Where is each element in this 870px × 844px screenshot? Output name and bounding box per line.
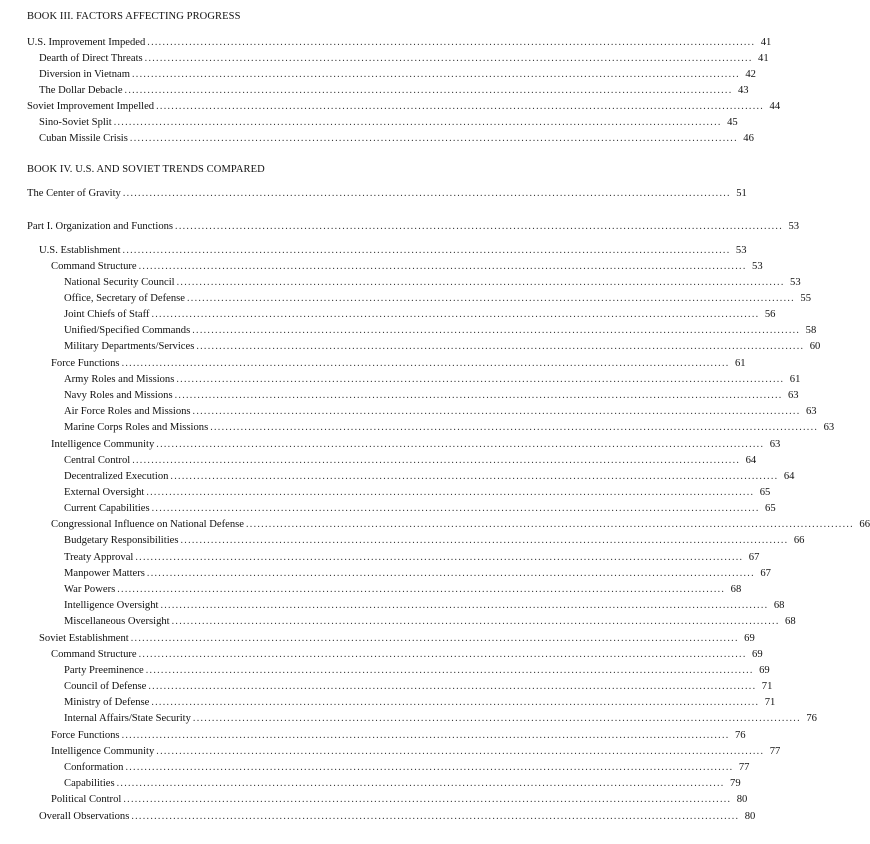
- toc-entry[interactable]: [51, 438, 781, 452]
- dot-leader: ................................................................................................................................................................: [129, 133, 738, 144]
- dot-leader: ................................................................................................................................................................: [125, 762, 734, 773]
- toc-entry-page-number: 51: [736, 188, 747, 199]
- toc-entry-page-number: 67: [760, 568, 771, 579]
- toc-entry[interactable]: [39, 52, 769, 66]
- toc-entry[interactable]: [64, 389, 799, 403]
- toc-entry[interactable]: [39, 132, 754, 146]
- toc-entry[interactable]: [64, 664, 770, 678]
- toc-entry-title: Central Control: [64, 455, 131, 466]
- toc-entry-page-number: 63: [788, 390, 799, 401]
- toc-entry[interactable]: [64, 551, 760, 565]
- dot-leader: ................................................................................................................................................................: [148, 681, 757, 692]
- dot-leader: ................................................................................................................................................................: [135, 552, 744, 563]
- toc-entry-title: Unified/Specified Commands: [64, 325, 191, 336]
- dot-leader: ................................................................................................................................................................: [156, 439, 765, 450]
- toc-entry-title: War Powers: [64, 584, 116, 595]
- toc-entry-page-number: 68: [730, 584, 742, 595]
- toc-entry-title: Budgetary Responsibilities: [64, 535, 179, 546]
- toc-entry-title: Joint Chiefs of Staff: [64, 309, 150, 320]
- toc-entry-page-number: 53: [788, 221, 800, 232]
- toc-entry-title: Capabilities: [64, 778, 115, 789]
- toc-entry-title: Force Functions: [51, 358, 120, 369]
- toc-entry[interactable]: [27, 36, 772, 50]
- toc-entry-title: The Dollar Debacle: [39, 85, 123, 96]
- toc-entry-title: Soviet Establishment: [39, 633, 129, 644]
- toc-entry[interactable]: [64, 696, 776, 710]
- toc-entry[interactable]: [51, 648, 763, 662]
- toc-entry-title: Navy Roles and Missions: [64, 390, 173, 401]
- toc-entry[interactable]: [39, 68, 756, 82]
- toc-entry[interactable]: [39, 84, 749, 98]
- toc-entry-page-number: 68: [773, 600, 785, 611]
- toc-entry[interactable]: [39, 116, 738, 130]
- dot-leader: ................................................................................................................................................................: [176, 277, 785, 288]
- book-4-heading: BOOK IV. U.S. AND SOVIET TRENDS COMPARED: [27, 164, 265, 175]
- toc-entry-title: Political Control: [51, 794, 122, 805]
- toc-entry-title: Soviet Improvement Impelled: [27, 101, 155, 112]
- toc-entry-title: Cuban Missile Crisis: [39, 133, 128, 144]
- toc-entry-page-number: 76: [806, 713, 817, 724]
- toc-entry-page-number: 45: [727, 117, 738, 128]
- dot-leader: ................................................................................................................................................................: [160, 600, 769, 611]
- toc-entry-page-number: 42: [745, 69, 756, 80]
- dot-leader: ................................................................................................................................................................: [131, 69, 740, 80]
- toc-entry-page-number: 76: [734, 730, 746, 741]
- toc-entry-page-number: 77: [769, 746, 781, 757]
- dot-leader: ................................................................................................................................................................: [186, 293, 795, 304]
- dot-leader: ................................................................................................................................................................: [122, 245, 731, 256]
- dot-leader: ................................................................................................................................................................: [123, 794, 732, 805]
- toc-entry-page-number: 77: [738, 762, 750, 773]
- toc-entry[interactable]: [51, 357, 746, 371]
- dot-leader: ................................................................................................................................................................: [146, 568, 755, 579]
- toc-entry[interactable]: [64, 324, 817, 338]
- toc-entry-page-number: 41: [758, 53, 769, 64]
- toc-entry-title: Intelligence Community: [51, 746, 155, 757]
- dot-leader: ................................................................................................................................................................: [156, 746, 765, 757]
- dot-leader: ................................................................................................................................................................: [196, 341, 805, 352]
- toc-entry-title: Intelligence Community: [51, 439, 155, 450]
- toc-entry-page-number: 66: [859, 519, 870, 530]
- toc-entry[interactable]: [64, 680, 773, 694]
- toc-entry[interactable]: [51, 793, 748, 807]
- dot-leader: ................................................................................................................................................................: [121, 358, 730, 369]
- dot-leader: ................................................................................................................................................................: [116, 778, 725, 789]
- toc-entry-page-number: 53: [790, 277, 801, 288]
- dot-leader: ................................................................................................................................................................: [192, 325, 801, 336]
- toc-entry[interactable]: [64, 583, 742, 597]
- toc-entry-page-number: 66: [793, 535, 805, 546]
- toc-entry[interactable]: [64, 761, 750, 775]
- toc-entry-title: Army Roles and Missions: [64, 374, 175, 385]
- toc-entry-title: Ministry of Defense: [64, 697, 150, 708]
- toc-entry-page-number: 65: [759, 487, 771, 498]
- toc-entry-title: External Oversight: [64, 487, 145, 498]
- dot-leader: ................................................................................................................................................................: [192, 713, 801, 724]
- toc-entry[interactable]: [64, 276, 801, 290]
- toc-entry-page-number: 64: [745, 455, 757, 466]
- toc-entry-title: Intelligence Oversight: [64, 600, 159, 611]
- toc-entry-title: Miscellaneous Oversight: [64, 616, 170, 627]
- toc-entry[interactable]: [51, 518, 870, 532]
- toc-entry-page-number: 71: [764, 697, 776, 708]
- toc-entry[interactable]: [64, 534, 805, 548]
- toc-entry-title: Internal Affairs/State Security: [64, 713, 191, 724]
- dot-leader: ................................................................................................................................................................: [192, 406, 801, 417]
- toc-entry-title: Sino-Soviet Split: [39, 117, 112, 128]
- toc-entry-page-number: 44: [769, 101, 781, 112]
- toc-entry-page-number: 67: [748, 552, 760, 563]
- dot-leader: ................................................................................................................................................................: [151, 697, 760, 708]
- toc-entry-title: Congressional Influence on National Defense: [51, 519, 244, 530]
- dot-leader: ................................................................................................................................................................: [210, 422, 819, 433]
- toc-entry-title: Decentralized Execution: [64, 471, 169, 482]
- toc-entry-title: Air Force Roles and Missions: [64, 406, 191, 417]
- toc-entry-title: Office, Secretary of Defense: [64, 293, 185, 304]
- dot-leader: ................................................................................................................................................................: [131, 811, 740, 822]
- toc-entry-page-number: 46: [743, 133, 754, 144]
- toc-entry-title: Overall Observations: [39, 811, 130, 822]
- dot-leader: ................................................................................................................................................................: [138, 261, 747, 272]
- book-3-heading: BOOK III. FACTORS AFFECTING PROGRESS: [27, 11, 241, 22]
- toc-entry-title: U.S. Improvement Impeded: [27, 37, 146, 48]
- dot-leader: ................................................................................................................................................................: [145, 665, 754, 676]
- dot-leader: ................................................................................................................................................................: [156, 101, 765, 112]
- toc-entry[interactable]: [64, 502, 776, 516]
- toc-entry-page-number: 60: [809, 341, 821, 352]
- toc-entry[interactable]: [64, 421, 835, 435]
- dot-leader: ................................................................................................................................................................: [124, 85, 733, 96]
- toc-entry-title: Conformation: [64, 762, 124, 773]
- dot-leader: ................................................................................................................................................................: [245, 519, 854, 530]
- dot-leader: ................................................................................................................................................................: [151, 503, 760, 514]
- toc-entry[interactable]: [64, 292, 811, 306]
- toc-entry-page-number: 53: [735, 245, 747, 256]
- dot-leader: ................................................................................................................................................................: [174, 390, 783, 401]
- toc-entry-title: Diversion in Vietnam: [39, 69, 130, 80]
- toc-entry-page-number: 61: [789, 374, 801, 385]
- toc-entry-page-number: 43: [737, 85, 749, 96]
- toc-entry-page-number: 65: [765, 503, 776, 514]
- toc-entry-title: Command Structure: [51, 649, 137, 660]
- toc-entry-title: Current Capabilities: [64, 503, 150, 514]
- dot-leader: ................................................................................................................................................................: [170, 471, 779, 482]
- toc-entry[interactable]: [64, 712, 817, 726]
- toc-entry[interactable]: [39, 632, 755, 646]
- toc-entry[interactable]: [64, 373, 801, 387]
- toc-entry-page-number: 61: [734, 358, 746, 369]
- dot-leader: ................................................................................................................................................................: [176, 374, 785, 385]
- toc-entry-title: Military Departments/Services: [64, 341, 195, 352]
- toc-entry-page-number: 79: [730, 778, 741, 789]
- toc-entry[interactable]: [64, 599, 785, 613]
- dot-leader: ................................................................................................................................................................: [171, 616, 780, 627]
- toc-entry-title: Command Structure: [51, 261, 137, 272]
- toc-entry-page-number: 56: [764, 309, 776, 320]
- toc-entry[interactable]: [51, 260, 763, 274]
- toc-entry-page-number: 69: [752, 649, 763, 660]
- toc-entry[interactable]: [64, 308, 776, 322]
- toc-entry-title: Party Preeminence: [64, 665, 144, 676]
- dot-leader: ................................................................................................................................................................: [132, 455, 741, 466]
- toc-entry-page-number: 63: [823, 422, 835, 433]
- toc-entry[interactable]: [64, 405, 817, 419]
- toc-entry-page-number: 55: [800, 293, 811, 304]
- toc-entry[interactable]: [64, 470, 795, 484]
- dot-leader: ................................................................................................................................................................: [117, 584, 726, 595]
- dot-leader: ................................................................................................................................................................: [113, 117, 722, 128]
- dot-leader: ................................................................................................................................................................: [147, 37, 756, 48]
- toc-entry-title: Treaty Approval: [64, 552, 134, 563]
- toc-entry-page-number: 41: [760, 37, 772, 48]
- dot-leader: ................................................................................................................................................................: [122, 188, 731, 199]
- dot-leader: ................................................................................................................................................................: [121, 730, 730, 741]
- toc-entry-title: Council of Defense: [64, 681, 147, 692]
- toc-entry-page-number: 63: [805, 406, 817, 417]
- toc-entry[interactable]: [27, 220, 800, 234]
- dot-leader: ................................................................................................................................................................: [175, 221, 784, 232]
- toc-entry-title: Force Functions: [51, 730, 120, 741]
- toc-entry-page-number: 69: [759, 665, 770, 676]
- toc-entry-page-number: 63: [769, 439, 781, 450]
- toc-entry-title: Marine Corps Roles and Missions: [64, 422, 209, 433]
- dot-leader: ................................................................................................................................................................: [180, 535, 789, 546]
- toc-entry-title: Part I. Organization and Functions: [27, 221, 174, 232]
- toc-entry[interactable]: [64, 486, 771, 500]
- toc-entry-page-number: 80: [744, 811, 756, 822]
- toc-entry-page-number: 68: [785, 616, 796, 627]
- toc-entry-title: Dearth of Direct Threats: [39, 53, 143, 64]
- dot-leader: ................................................................................................................................................................: [146, 487, 755, 498]
- toc-entry[interactable]: [51, 745, 781, 759]
- dot-leader: ................................................................................................................................................................: [151, 309, 760, 320]
- toc-entry[interactable]: [39, 244, 747, 258]
- toc-entry-title: U.S. Establishment: [39, 245, 121, 256]
- toc-entry-page-number: 58: [805, 325, 817, 336]
- toc-entry-title: The Center of Gravity: [27, 188, 121, 199]
- toc-entry[interactable]: [27, 100, 781, 114]
- toc-entry-page-number: 80: [736, 794, 748, 805]
- toc-entry[interactable]: [64, 340, 821, 354]
- dot-leader: ................................................................................................................................................................: [130, 633, 739, 644]
- toc-entry[interactable]: [64, 777, 741, 791]
- toc-entry[interactable]: [64, 454, 757, 468]
- dot-leader: ................................................................................................................................................................: [138, 649, 747, 660]
- toc-entry-title: National Security Council: [64, 277, 175, 288]
- toc-entry[interactable]: [64, 615, 796, 629]
- toc-entry[interactable]: [51, 729, 746, 743]
- toc-entry-title: Manpower Matters: [64, 568, 145, 579]
- toc-entry[interactable]: [39, 810, 756, 824]
- toc-entry-page-number: 53: [752, 261, 763, 272]
- dot-leader: ................................................................................................................................................................: [144, 53, 753, 64]
- toc-entry[interactable]: [64, 567, 771, 581]
- toc-entry-page-number: 64: [783, 471, 795, 482]
- toc-entry[interactable]: [27, 187, 747, 201]
- toc-entry-page-number: 71: [761, 681, 773, 692]
- toc-entry-page-number: 69: [744, 633, 755, 644]
